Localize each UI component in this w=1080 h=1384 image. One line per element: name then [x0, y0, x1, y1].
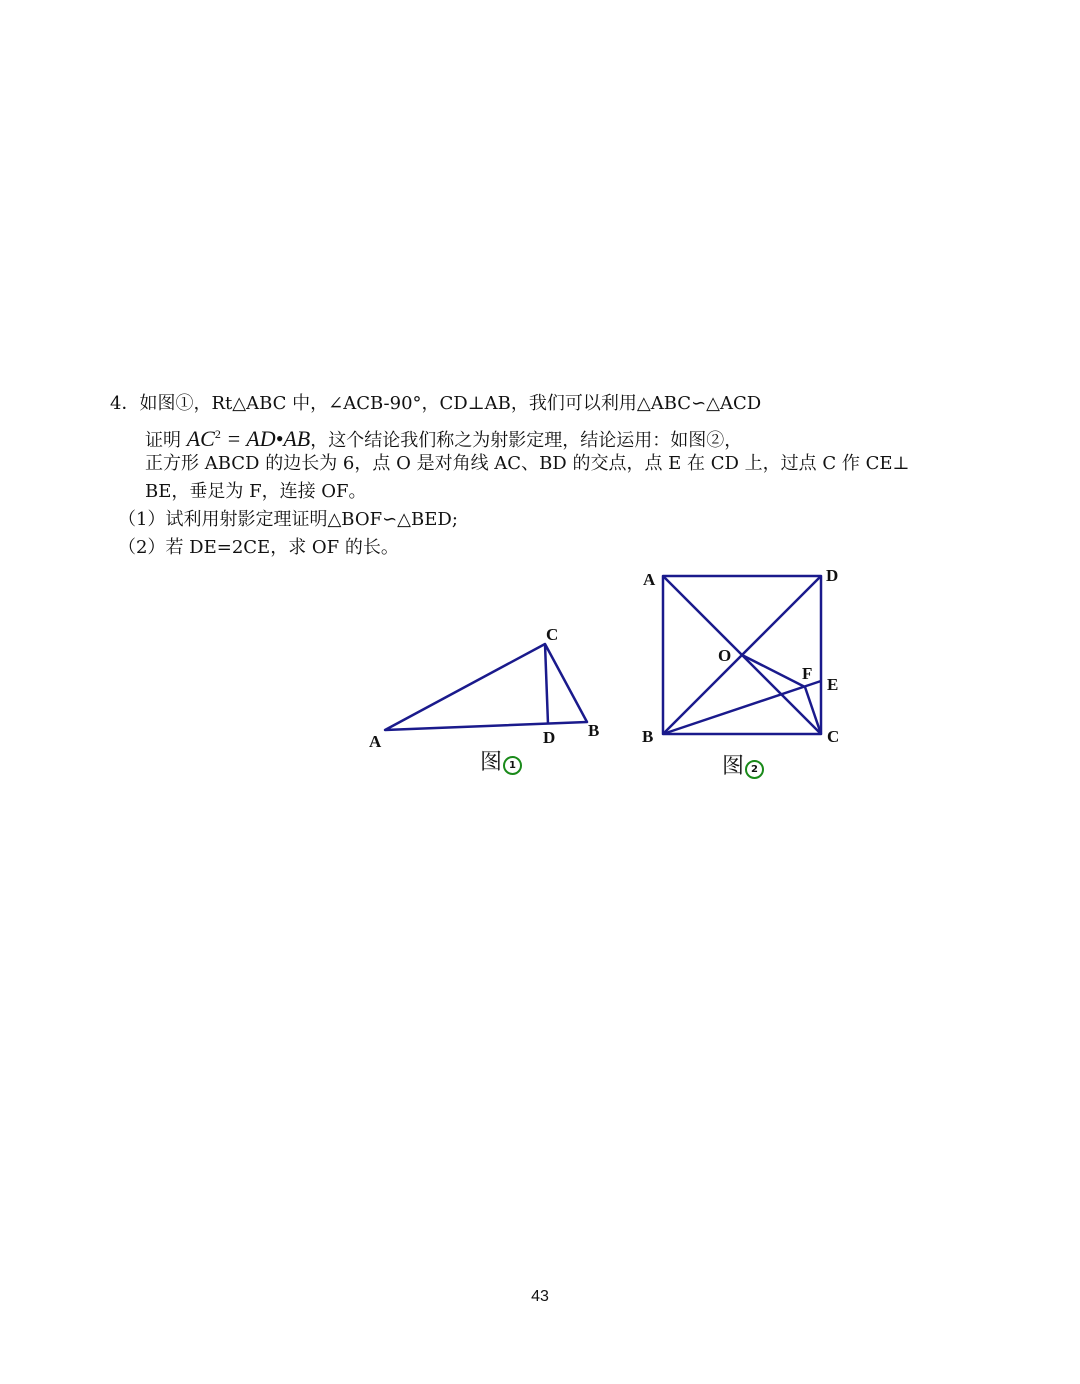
segment-be: [663, 681, 821, 734]
fig2-label-f: F: [802, 664, 813, 683]
problem-line-2-prefix: 证明: [145, 430, 187, 451]
altitude-cd: [545, 644, 548, 724]
problem-number: 4．: [110, 393, 140, 414]
sub-question-1: [118, 509, 458, 531]
problem-line-3: [145, 453, 909, 475]
problem-line-1-text: 如图①，Rt△ABC 中，∠ACB-90°，CD⊥AB，我们可以利用△ABC∽△ACD: [139, 393, 762, 414]
formula-exponent: 2: [214, 427, 221, 441]
formula-lhs: AC: [186, 426, 215, 451]
figure-1-caption-text: 图: [480, 750, 503, 775]
figure-2-caption-number: 2: [745, 760, 764, 779]
problem-line-3-text: 正方形 ABCD 的边长为 6，点 O 是对角线 AC、BD 的交点，点 E 在 CD 上，过点 C 作 CE⊥: [145, 453, 910, 474]
fig1-label-a: A: [369, 732, 382, 751]
figure-1-caption: [480, 745, 522, 776]
problem-line-2: [145, 423, 742, 452]
figure-2-square-diagram: [630, 560, 860, 760]
fig2-label-e: E: [827, 675, 839, 694]
sub-question-2-text: （2）若 DE=2CE，求 OF 的长。: [118, 537, 399, 558]
sub-question-1-text: （1）试利用射影定理证明△BOF∽△BED;: [118, 509, 458, 530]
formula-rhs: = AD•AB: [220, 426, 311, 451]
fig1-label-c: C: [546, 625, 559, 644]
figure-2-caption: [722, 749, 764, 780]
fig2-label-a: A: [643, 570, 656, 589]
sub-question-2: [118, 537, 399, 559]
problem-line-4: [145, 481, 367, 503]
fig1-label-d: D: [543, 728, 556, 747]
figure-2-caption-text: 图: [722, 754, 745, 779]
problem-line-4-text: BE，垂足为 F，连接 OF。: [145, 481, 367, 502]
figure-1-caption-number: 1: [503, 756, 522, 775]
figure-1-triangle-diagram: [360, 620, 620, 760]
fig2-label-b: B: [642, 727, 654, 746]
fig2-label-c: C: [827, 727, 840, 746]
page-number: 43: [531, 1288, 549, 1305]
triangle-abc: [385, 644, 587, 730]
fig1-label-b: B: [588, 721, 600, 740]
problem-line-1: [110, 393, 761, 415]
problem-line-2-suffix: ，这个结论我们称之为射影定理，结论运用：如图②，: [310, 430, 743, 451]
fig2-label-o: O: [718, 646, 732, 665]
segment-of: [742, 655, 805, 687]
projection-theorem-formula: [187, 426, 310, 451]
fig2-label-d: D: [826, 566, 839, 585]
